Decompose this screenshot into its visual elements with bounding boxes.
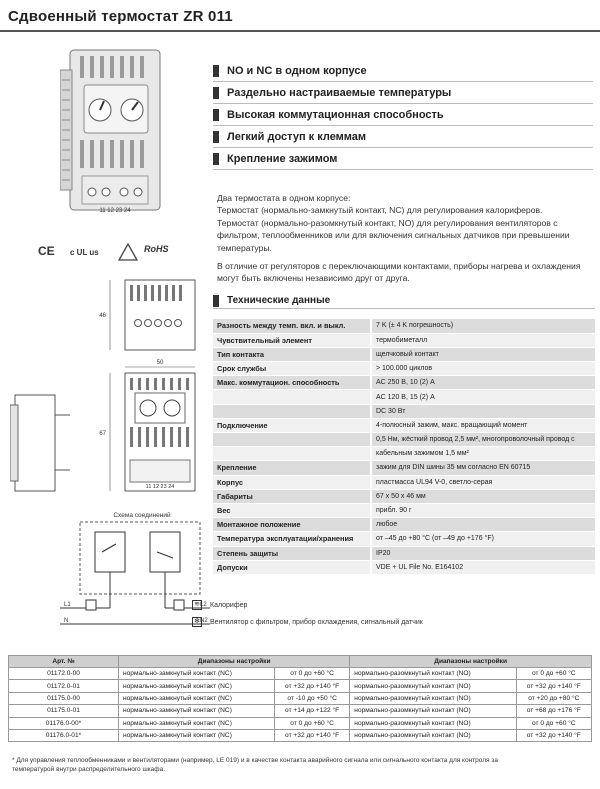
schema-n: N bbox=[64, 618, 69, 624]
table-cell bbox=[213, 447, 371, 461]
table-cell: Допуски bbox=[213, 560, 371, 574]
table-cell: от +32 до +140 °F bbox=[516, 729, 591, 741]
dim-height-label: 67 bbox=[99, 431, 106, 437]
table-cell: от 0 до +60 °C bbox=[516, 717, 591, 729]
spec-row bbox=[213, 475, 595, 489]
table-cell: Срок службы bbox=[213, 362, 371, 376]
table-cell: 01175.0-01 bbox=[9, 705, 119, 717]
heater-icon: ≋ bbox=[192, 600, 202, 610]
spec-row bbox=[213, 404, 595, 418]
feature-item: Раздельно настраиваемые температуры bbox=[213, 82, 593, 104]
order-row bbox=[9, 680, 592, 692]
table-cell: Крепление bbox=[213, 461, 371, 475]
table-cell: нормально-замкнутый контакт (NC) bbox=[119, 705, 275, 717]
spec-row bbox=[213, 418, 595, 432]
schema-l1: L1 bbox=[64, 602, 71, 608]
table-cell: нормально-разомкнутый контакт (NO) bbox=[350, 668, 516, 680]
table-cell: от -10 до +50 °C bbox=[274, 692, 349, 704]
table-cell: 01172.0-01 bbox=[9, 680, 119, 692]
table-cell: от –45 до +80 °C (от –49 до +176 °F) bbox=[371, 532, 595, 546]
table-cell: от +32 до +140 °F bbox=[274, 729, 349, 741]
table-cell: Разность между темп. вкл. и выкл. bbox=[213, 319, 371, 333]
table-cell: VDE + UL File No. E164102 bbox=[371, 560, 595, 574]
table-cell: нормально-разомкнутый контакт (NO) bbox=[350, 729, 516, 741]
warning-triangle-icon bbox=[118, 242, 138, 262]
order-row bbox=[9, 668, 592, 680]
table-cell: нормально-замкнутый контакт (NC) bbox=[119, 717, 275, 729]
table-cell: 01172.0-00 bbox=[9, 668, 119, 680]
order-row bbox=[9, 717, 592, 729]
title-divider bbox=[0, 30, 600, 32]
schema-title: Схема соединений bbox=[113, 512, 171, 519]
spec-row bbox=[213, 560, 595, 574]
table-cell: IP20 bbox=[371, 546, 595, 560]
dim-depth-label: 46 bbox=[99, 313, 106, 319]
table-cell: DC 30 Вт bbox=[371, 404, 595, 418]
table-cell: 01176.0-00* bbox=[9, 717, 119, 729]
table-cell: прибл. 90 г bbox=[371, 503, 595, 517]
table-cell: Степень защиты bbox=[213, 546, 371, 560]
table-cell: от +14 до +122 °F bbox=[274, 705, 349, 717]
table-cell: нормально-разомкнутый контакт (NO) bbox=[350, 680, 516, 692]
dimension-drawings bbox=[10, 275, 200, 505]
table-cell: Макс. коммутацион. способность bbox=[213, 376, 371, 390]
spec-row bbox=[213, 433, 595, 447]
ul-mark: c UL us bbox=[70, 248, 99, 257]
feature-item: NO и NC в одном корпусе bbox=[213, 60, 593, 82]
table-cell: любое bbox=[371, 518, 595, 532]
table-cell bbox=[213, 404, 371, 418]
table-cell: пластмасса UL94 V-0, светло-серая bbox=[371, 475, 595, 489]
schema-l2: L2 bbox=[200, 602, 207, 608]
table-cell: 01175.0-00 bbox=[9, 692, 119, 704]
table-cell: > 100.000 циклов bbox=[371, 362, 595, 376]
table-cell: Вес bbox=[213, 503, 371, 517]
certifications bbox=[36, 240, 196, 268]
order-table bbox=[8, 655, 592, 742]
table-cell: от +20 до +80 °C bbox=[516, 692, 591, 704]
table-cell: от 0 до +60 °C bbox=[274, 717, 349, 729]
ce-mark: CE bbox=[38, 244, 55, 258]
tech-data-heading: Технические данные bbox=[213, 293, 595, 309]
table-cell: от +32 до +140 °F bbox=[516, 680, 591, 692]
order-header-range-nc: Диапазоны настройки bbox=[119, 656, 350, 668]
spec-row bbox=[213, 376, 595, 390]
spec-row bbox=[213, 546, 595, 560]
table-cell: нормально-замкнутый контакт (NC) bbox=[119, 680, 275, 692]
description-line: Термостат (нормально-замкнутый контакт, NC) для регулирования калориферов. bbox=[217, 205, 543, 216]
table-cell: нормально-разомкнутый контакт (NO) bbox=[350, 705, 516, 717]
table-cell bbox=[213, 433, 371, 447]
legend-fan-label: Вентилятор с фильтром, прибор охлаждения, сигнальный датчик bbox=[210, 618, 423, 626]
table-cell: AC 250 В, 10 (2) A bbox=[371, 376, 595, 390]
table-cell bbox=[213, 390, 371, 404]
specs-table bbox=[213, 319, 595, 575]
table-cell: от +32 до +140 °F bbox=[274, 680, 349, 692]
feature-item: Высокая коммутационная способность bbox=[213, 104, 593, 126]
device-terminal-labels: 11 12 23 24 bbox=[99, 208, 131, 214]
fan-icon: ✻ bbox=[192, 617, 202, 627]
order-row bbox=[9, 692, 592, 704]
table-cell: от 0 до +60 °C bbox=[274, 668, 349, 680]
page-title: Сдвоенный термостат ZR 011 bbox=[8, 8, 233, 25]
spec-row bbox=[213, 461, 595, 475]
table-cell: 0,5 Нм, жёсткий провод 2,5 мм², многопроволочный провод с bbox=[371, 433, 595, 447]
table-cell: Тип контакта bbox=[213, 347, 371, 361]
feature-item: Крепление зажимом bbox=[213, 148, 593, 170]
order-header-range-no: Диапазоны настройки bbox=[350, 656, 592, 668]
table-cell: 67 x 50 x 46 мм bbox=[371, 489, 595, 503]
rohs-mark: RoHS bbox=[144, 244, 169, 254]
spec-row bbox=[213, 390, 595, 404]
table-cell: от +68 до +176 °F bbox=[516, 705, 591, 717]
description-line: Два термостата в одном корпусе: bbox=[217, 193, 351, 203]
table-cell: 7 K (± 4 K погрешность) bbox=[371, 319, 595, 333]
footnote: * Для управления теплообменниками и вентиляторами (например, LE 019) и в качестве контакта аварийного сигнала или сигнального контакта для контроля за температурой внутри распределительного шкафа. bbox=[12, 757, 498, 773]
thermostat-device-image bbox=[60, 40, 170, 215]
table-cell: Температура эксплуатации/хранения bbox=[213, 532, 371, 546]
spec-row bbox=[213, 347, 595, 361]
table-cell: от 0 до +60 °C bbox=[516, 668, 591, 680]
feature-item: Легкий доступ к клеммам bbox=[213, 126, 593, 148]
spec-row bbox=[213, 333, 595, 347]
spec-row bbox=[213, 362, 595, 376]
spec-row bbox=[213, 447, 595, 461]
order-row bbox=[9, 729, 592, 741]
spec-row bbox=[213, 532, 595, 546]
spec-row bbox=[213, 518, 595, 532]
table-cell: Монтажное положение bbox=[213, 518, 371, 532]
spec-row bbox=[213, 503, 595, 517]
legend-heater bbox=[192, 600, 247, 610]
schema-n2: N2 bbox=[200, 618, 208, 624]
table-cell: 01176.0-01* bbox=[9, 729, 119, 741]
order-header-art: Арт. № bbox=[9, 656, 119, 668]
table-cell: нормально-замкнутый контакт (NC) bbox=[119, 668, 275, 680]
table-cell: зажим для DIN шины 35 мм согласно EN 60715 bbox=[371, 461, 595, 475]
table-cell: Корпус bbox=[213, 475, 371, 489]
table-cell: нормально-замкнутый контакт (NC) bbox=[119, 729, 275, 741]
table-cell: AC 120 В, 15 (2) A bbox=[371, 390, 595, 404]
table-cell: термобиметалл bbox=[371, 333, 595, 347]
legend-fan bbox=[192, 617, 423, 627]
description-paragraph: Термостат (нормально-разомкнутый контакт, NO) для регулирования вентиляторов с фильтром, теплообменников или для включения сигнальных датчиков при превышении температуры. bbox=[217, 217, 570, 253]
table-cell: нормально-замкнутый контакт (NC) bbox=[119, 692, 275, 704]
description bbox=[217, 192, 595, 291]
dim-width-label: 50 bbox=[156, 360, 164, 366]
table-cell: кабельным зажимом 1,5 мм² bbox=[371, 447, 595, 461]
drawing-terminal-labels: 11 12 23 24 bbox=[145, 484, 175, 490]
legend-heater-label: Калорифер bbox=[210, 601, 248, 609]
feature-list bbox=[213, 60, 593, 170]
table-cell: Подключение bbox=[213, 418, 371, 432]
table-cell: Габариты bbox=[213, 489, 371, 503]
description-paragraph: В отличие от регуляторов с переключающими контактами, приборы нагрева и охлаждения могут быть включены независимо друг от друга. bbox=[217, 261, 581, 284]
spec-row bbox=[213, 489, 595, 503]
table-cell: щелчковый контакт bbox=[371, 347, 595, 361]
order-row bbox=[9, 705, 592, 717]
table-cell: Чувствительный элемент bbox=[213, 333, 371, 347]
table-cell: нормально-разомкнутый контакт (NO) bbox=[350, 717, 516, 729]
table-cell: нормально-разомкнутый контакт (NO) bbox=[350, 692, 516, 704]
spec-row bbox=[213, 319, 595, 333]
table-cell: 4-полюсный зажим, макс. вращающий момент bbox=[371, 418, 595, 432]
